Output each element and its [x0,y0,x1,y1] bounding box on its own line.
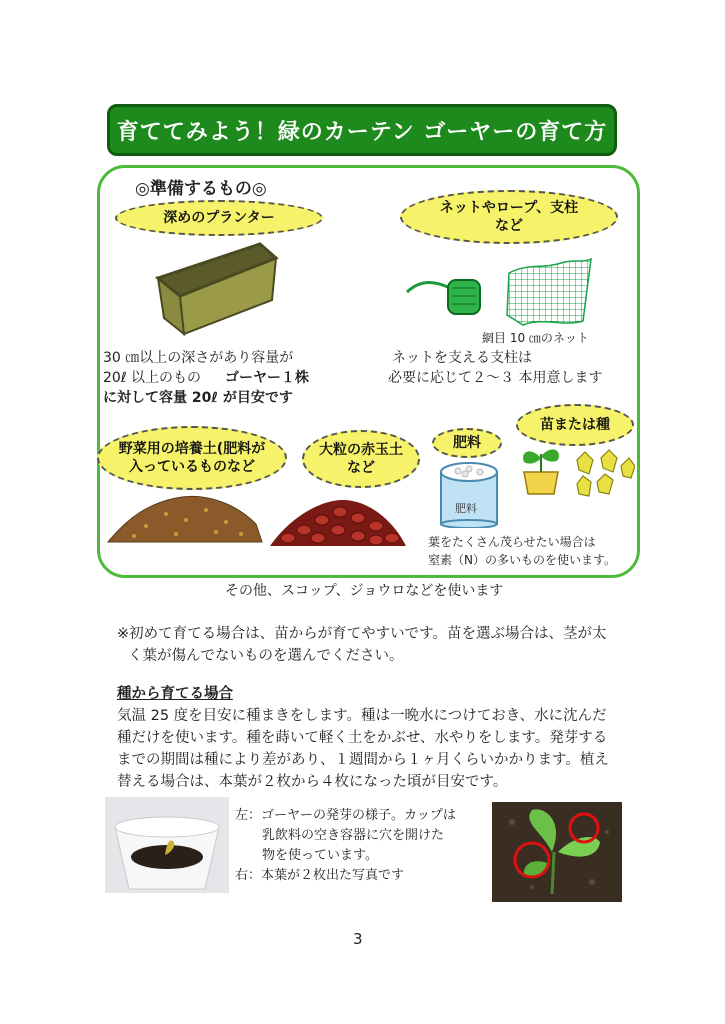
net-desc-1: ネットを支える支柱は [392,350,532,366]
net-desc-2: 必要に応じて２～３ 本用意します [388,370,603,386]
seed-line: 種だけを使います。種を蒔いて軽く土をかぶせ、水やりをします。発芽する [117,730,608,746]
page-number: 3 [353,930,363,948]
fertilizer-desc-1: 葉をたくさん茂らせたい場合は [428,535,596,549]
net-illustration [503,255,598,330]
page-title: 育ててみよう！緑のカーテン ゴーヤーの育て方 [116,119,608,145]
true-leaves-photo-right [492,802,622,902]
planter-label-oval [115,200,323,236]
note-line-2: く葉が傷んでないものを選んでください。 [128,648,404,664]
fertilizer-can [438,460,500,528]
soil-illustration [106,490,264,545]
rope-illustration [402,270,492,320]
planter-desc-2b: ゴーヤー１株 [225,370,309,386]
akadama-illustration [268,490,408,548]
seed-line: までの期間は種により差があり、１週間から１ヶ月くらいかかります。植え [117,752,609,768]
photo-caption-4: 右：本葉が２枚出た写真です [235,868,405,883]
net-label: ネットやロープ、支柱など [439,199,579,234]
planter-illustration [150,238,280,338]
photo-caption-2: 乳飲料の空き容器に穴を開けた [262,828,445,843]
soil-label-oval [97,426,287,490]
soil-label: 野菜用の培養土(肥料が入っているものなど [118,440,266,475]
seedling-label: 苗または種 [540,416,610,433]
panel-heading: ◎準備するもの◎ [135,179,267,199]
fertilizer-label: 肥料 [453,434,481,451]
fertilizer-desc-2: 窒素（N）の多いものを使います。 [428,553,617,567]
fertilizer-label-oval [432,428,502,458]
planter-label: 深めのプランター [163,209,275,226]
seed-line: 替える場合は、本葉が２枚から４枚になった頃が目安です。 [117,774,508,790]
akadama-label: 大粒の赤玉土など [319,441,403,476]
title-banner [107,104,617,156]
sprout-photo-left [105,797,229,893]
planter-desc-2a: 20ℓ 以上のもの [103,370,202,386]
net-label-oval [400,190,618,244]
photo-caption-3: 物を使っています。 [262,848,378,863]
seeds-illustration [575,448,635,498]
fertilizer-can-label: 肥料 [455,502,477,515]
note-line-1: ※初めて育てる場合は、苗からが育てやすいです。苗を選ぶ場合は、茎が太 [117,626,607,642]
planter-desc-1: 30 ㎝以上の深さがあり容量が [103,350,294,366]
akadama-label-oval [302,430,420,488]
photo-caption-1: 左：ゴーヤーの発芽の様子。カップは [235,808,456,823]
seed-line: 気温 25 度を目安に種まきをします。種は一晩水につけておき、水に沈んだ [117,708,607,724]
seed-section-body [117,705,609,793]
others-text: その他、スコップ、ジョウロなどを使います [225,583,504,599]
seedling-illustration [516,440,566,496]
planter-desc-3: に対して容量 20ℓ が目安です [103,390,293,406]
net-caption: 網目 10 ㎝のネット [482,331,589,345]
seed-section-heading: 種から育てる場合 [117,686,233,702]
